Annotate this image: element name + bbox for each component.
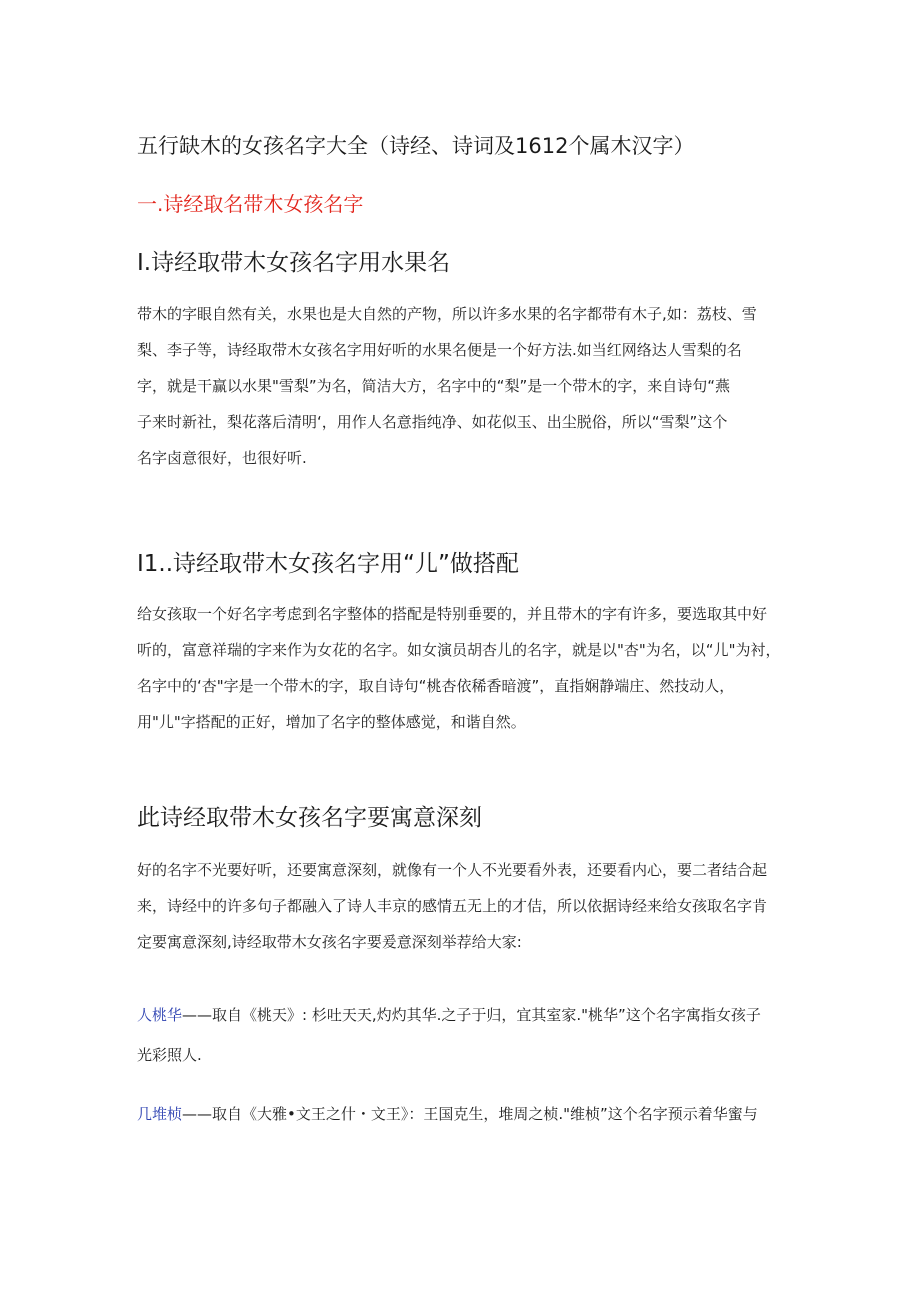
paragraph-fruit-names (137, 296, 787, 476)
paragraph-line: 字，就是干赢以水果"雪梨”为名，简洁大方，名字中的“梨”是一个带木的字，来自诗句“燕 (137, 377, 730, 395)
paragraph-line: 用"儿"字搭配的正好，增加了名字的整体感觉，和谐自然。 (137, 713, 526, 731)
paragraph-line: 听的，富意祥瑞的字来作为女花的名字。如女演员胡杏儿的名字，就是以"杏"为名，以“儿"为衬， (137, 641, 781, 659)
subsection-heading-er-pairing: I1..诗经取带木女孩名字用“儿”做搭配 (137, 551, 519, 577)
paragraph-line: 名字卤意很好，也很好听. (137, 449, 307, 467)
paragraph-deep-meaning (137, 852, 787, 960)
paragraph-er-pairing (137, 596, 787, 740)
document-title: 五行缺木的女孩名字大全（诗经、诗词及1612个属木汉字） (137, 134, 695, 158)
name-entry-weizhen (137, 1094, 787, 1134)
paragraph-line: 好的名字不光要好听，还要寓意深刻，就像有一个人不光要看外表，还要看内心，要二者结合起 (137, 861, 768, 879)
name-description: ——取自《大雅•文王之什・文王》：王国克生，堆周之桢."维桢”这个名字预示着华蜜与 (182, 1105, 758, 1123)
subsection-heading-fruit-names: I.诗经取带木女孩名字用水果名 (137, 250, 451, 276)
paragraph-line: 名字中的‘杏"字是一个带木的字，取自诗句“桃杏依稀香暗渡”，直指娴静端庄、然技动人， (137, 677, 735, 695)
name-label: 几堆桢 (137, 1105, 183, 1123)
paragraph-line: 梨、李子等，诗经取带木女孩名字用好听的水果名便是一个好方法.如当红网络达人雪梨的名 (137, 341, 742, 359)
name-description: ——取自《桃天》: 杉吐天天,灼灼其华.之子于归，宜其室家."桃华”这个名字寓指女孩子 (182, 1006, 761, 1024)
paragraph-line: 带木的字眼自然有关，水果也是大自然的产物，所以许多水果的名字都带有木子,如：荔枝、雪 (137, 305, 757, 323)
paragraph-line: 来，诗经中的许多句子都融入了诗人丰京的感情五无上的才佶，所以依据诗经来给女孩取名字肯 (137, 897, 768, 915)
name-entry-line: 光彩照人. (137, 1046, 202, 1064)
name-entry-taohua (137, 995, 787, 1075)
name-entry-line (137, 1094, 787, 1134)
paragraph-line: 子来时新社，梨花落后清明‘，用作人名意指纯净、如花似玉、出尘脱俗，所以“雪梨”这个 (137, 413, 728, 431)
name-entry-line (137, 995, 787, 1035)
subsection-heading-deep-meaning: 此诗经取带木女孩名字要寓意深刻 (137, 805, 482, 831)
paragraph-line: 定要寓意深刻,诗经取带木女孩名字要爰意深刻举荐给大家: (137, 933, 522, 951)
paragraph-line: 给女孩取一个好名字考虑到名字整体的搭配是特别垂要的，并且带木的字有许多，要选取其中好 (137, 605, 768, 623)
section-heading-1: 一.诗经取名带木女孩名字 (137, 192, 364, 216)
name-label: 人桃华 (137, 1006, 183, 1024)
